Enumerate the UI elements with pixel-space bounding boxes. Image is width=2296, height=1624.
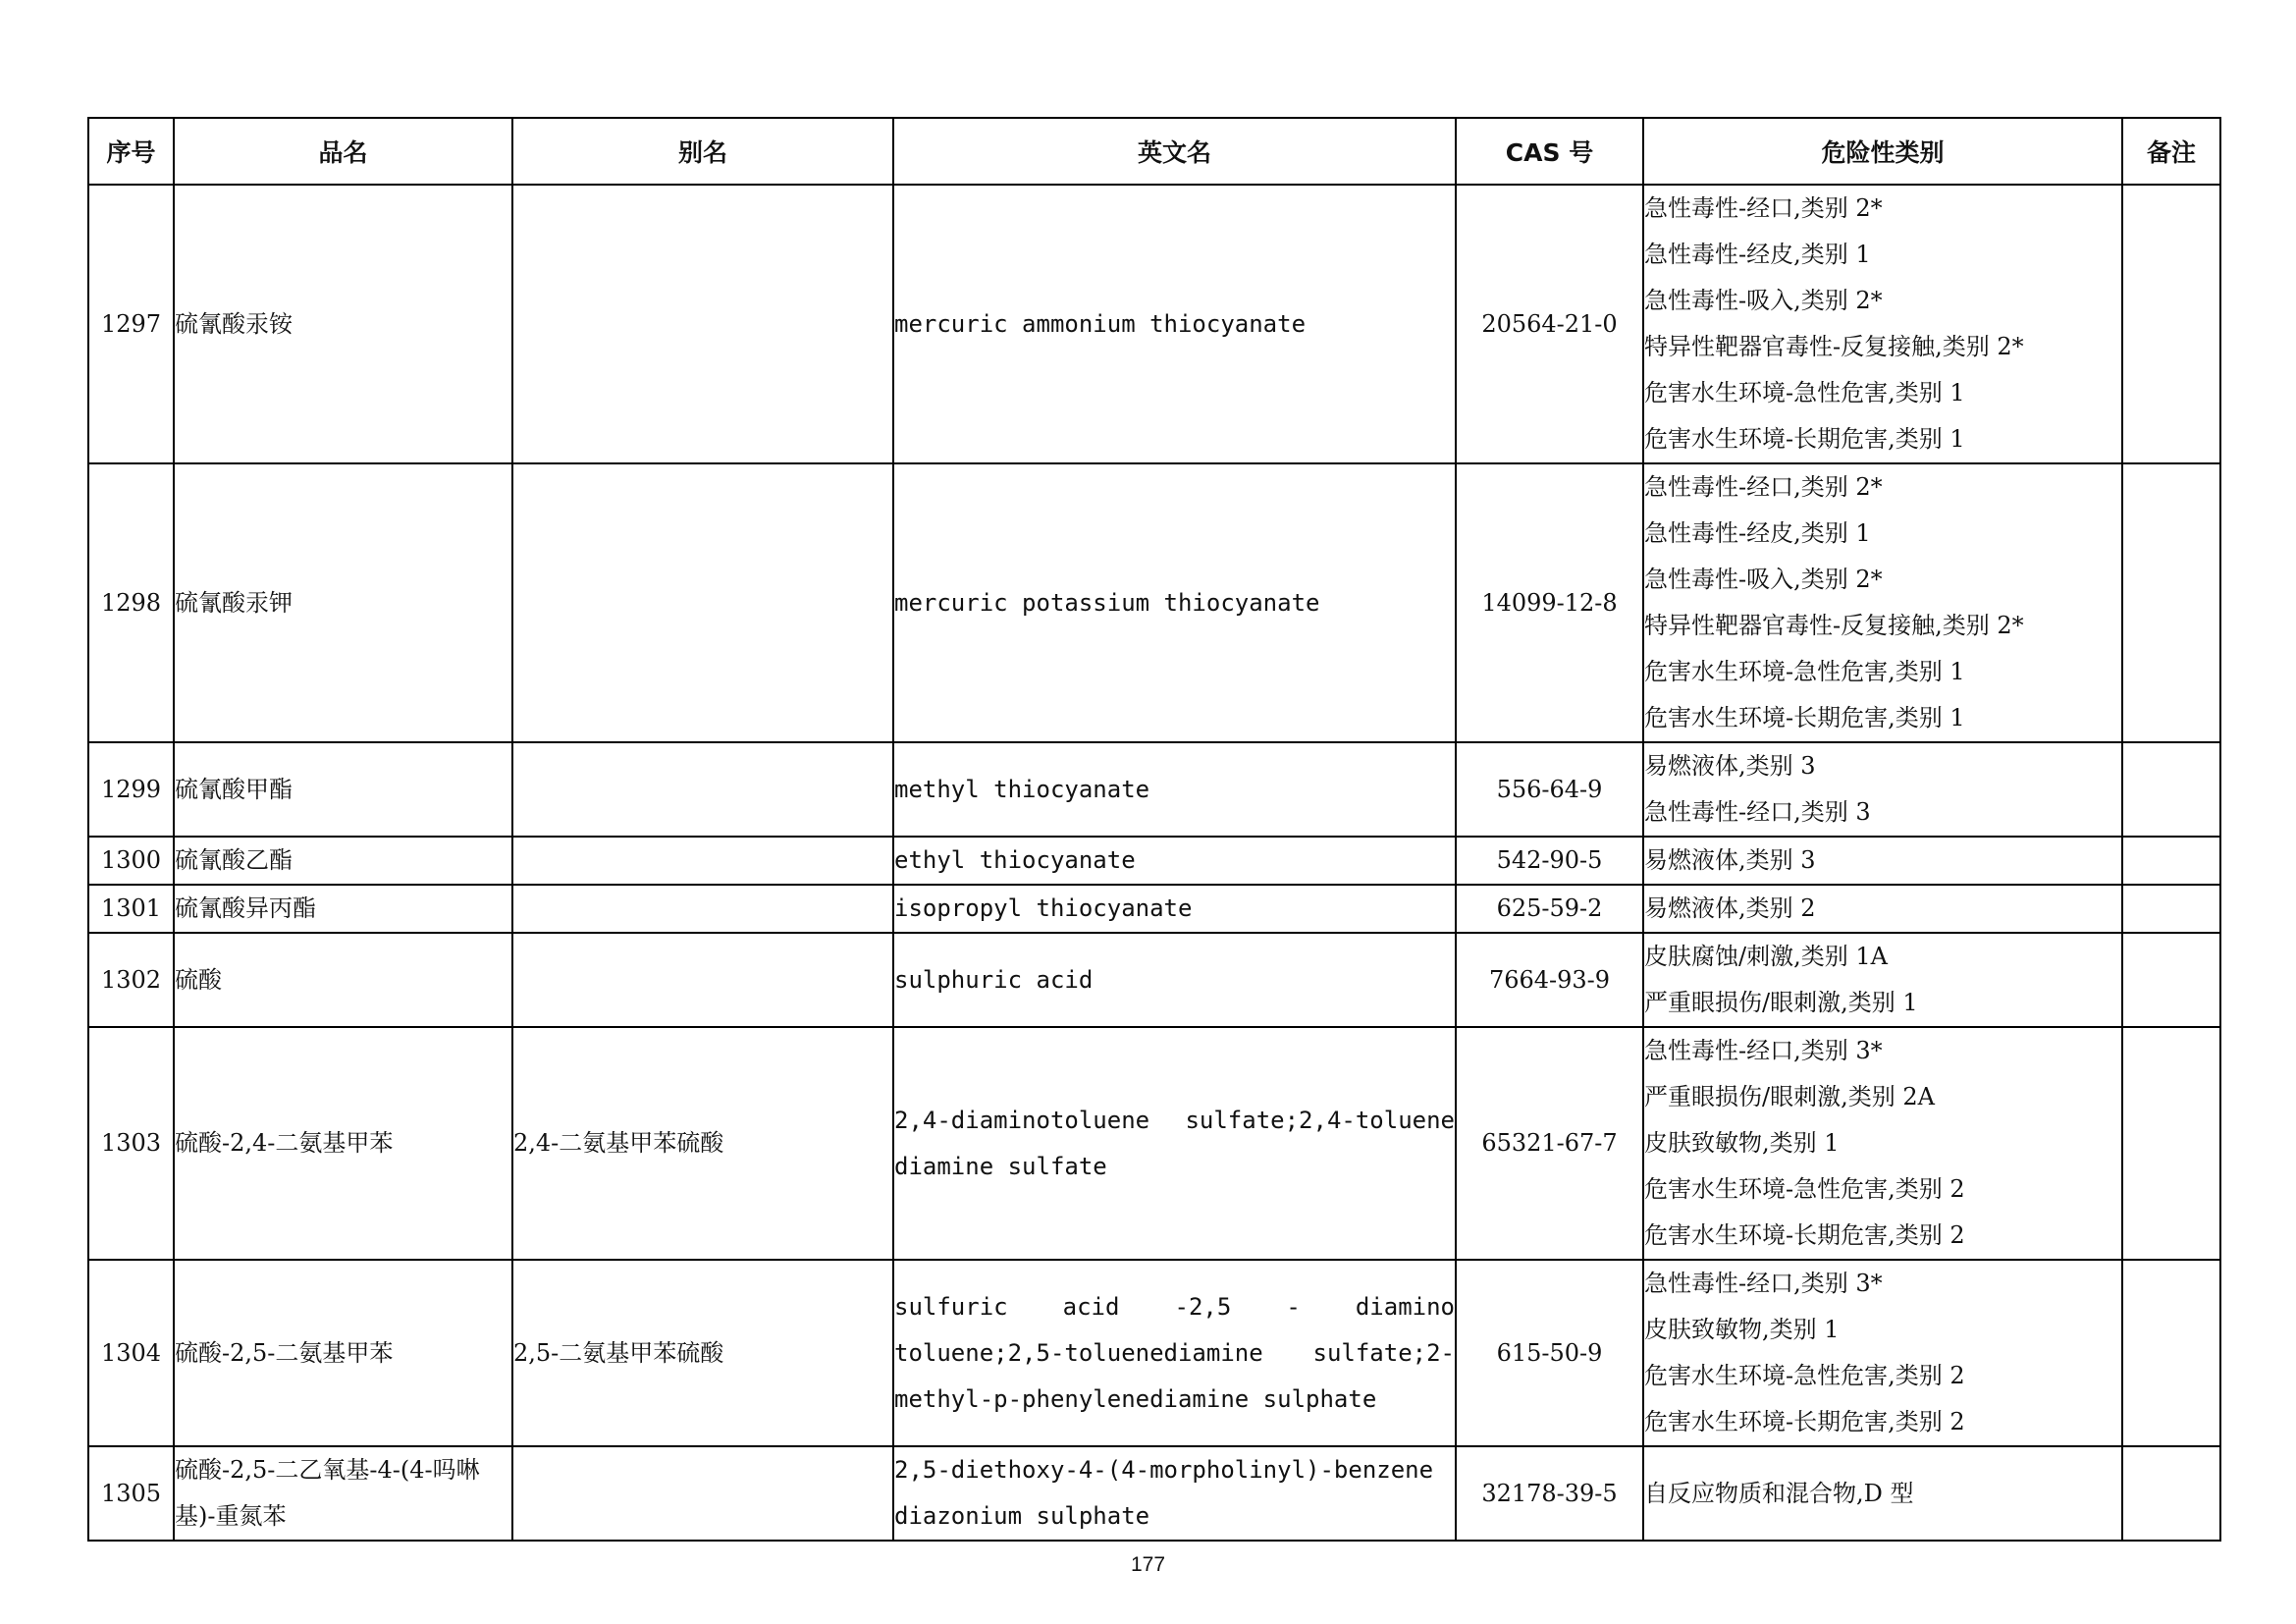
cell-name: 硫氰酸甲酯	[174, 742, 512, 837]
cell-alias	[512, 885, 893, 933]
cell-cas: 625-59-2	[1456, 885, 1643, 933]
cell-hazard	[1643, 742, 2122, 837]
cell-no: 1304	[88, 1260, 174, 1446]
cell-cas: 615-50-9	[1456, 1260, 1643, 1446]
hazard-line: 危害水生环境-急性危害,类别 2	[1644, 1362, 1965, 1389]
hazard-line: 急性毒性-经口,类别 3*	[1644, 1037, 1883, 1064]
hazard-line: 特异性靶器官毒性-反复接触,类别 2*	[1644, 333, 2024, 360]
table-row	[88, 742, 2220, 837]
cell-alias	[512, 742, 893, 837]
cell-name: 硫酸	[174, 933, 512, 1027]
cell-no: 1300	[88, 837, 174, 885]
cell-no: 1297	[88, 185, 174, 463]
cell-name: 硫酸-2,5-二氨基甲苯	[174, 1260, 512, 1446]
cell-note	[2122, 837, 2220, 885]
header-no: 序号	[88, 118, 174, 185]
cell-no: 1301	[88, 885, 174, 933]
hazard-line: 急性毒性-经皮,类别 1	[1644, 241, 1871, 268]
table-row	[88, 837, 2220, 885]
table-header-row	[88, 118, 2220, 185]
cell-name: 硫酸-2,4-二氨基甲苯	[174, 1027, 512, 1260]
hazard-line: 皮肤致敏物,类别 1	[1644, 1129, 1840, 1157]
cell-note	[2122, 185, 2220, 463]
cell-alias	[512, 1446, 893, 1541]
header-cas: CAS 号	[1456, 118, 1643, 185]
cell-note	[2122, 463, 2220, 742]
hazard-line: 危害水生环境-长期危害,类别 2	[1644, 1408, 1965, 1435]
cell-alias: 2,4-二氨基甲苯硫酸	[512, 1027, 893, 1260]
cell-english-name: 2,5-diethoxy-4-(4-morpholinyl)-benzene diazonium sulphate	[893, 1446, 1456, 1541]
cell-name: 硫氰酸汞铵	[174, 185, 512, 463]
cell-english-name: 2,4-diaminotoluene sulfate;2,4-toluene diamine sulfate	[893, 1027, 1456, 1260]
table-row	[88, 1446, 2220, 1541]
hazard-line: 严重眼损伤/眼刺激,类别 2A	[1644, 1083, 1935, 1110]
cell-name: 硫氰酸汞钾	[174, 463, 512, 742]
table-row	[88, 1260, 2220, 1446]
hazard-line: 危害水生环境-长期危害,类别 1	[1644, 425, 1965, 453]
cell-no: 1302	[88, 933, 174, 1027]
hazard-line: 危害水生环境-急性危害,类别 2	[1644, 1175, 1965, 1203]
cell-hazard	[1643, 463, 2122, 742]
cell-note	[2122, 933, 2220, 1027]
cell-alias	[512, 837, 893, 885]
cell-note	[2122, 1446, 2220, 1541]
cell-cas: 7664-93-9	[1456, 933, 1643, 1027]
hazard-line: 急性毒性-经口,类别 2*	[1644, 194, 1883, 222]
table-row	[88, 185, 2220, 463]
cell-name: 硫氰酸异丙酯	[174, 885, 512, 933]
cell-no: 1305	[88, 1446, 174, 1541]
cell-no: 1299	[88, 742, 174, 837]
table-row	[88, 933, 2220, 1027]
cell-alias: 2,5-二氨基甲苯硫酸	[512, 1260, 893, 1446]
cell-no: 1303	[88, 1027, 174, 1260]
hazard-line: 急性毒性-吸入,类别 2*	[1644, 566, 1883, 593]
cell-hazard	[1643, 1260, 2122, 1446]
cell-hazard	[1643, 933, 2122, 1027]
cell-no: 1298	[88, 463, 174, 742]
hazard-line: 易燃液体,类别 3	[1644, 846, 1816, 874]
hazard-line: 特异性靶器官毒性-反复接触,类别 2*	[1644, 612, 2024, 639]
cell-alias	[512, 185, 893, 463]
cell-cas: 65321-67-7	[1456, 1027, 1643, 1260]
hazard-line: 急性毒性-经口,类别 3*	[1644, 1270, 1883, 1297]
hazard-line: 危害水生环境-长期危害,类别 1	[1644, 704, 1965, 731]
hazard-line: 急性毒性-吸入,类别 2*	[1644, 287, 1883, 314]
hazard-line: 易燃液体,类别 3	[1644, 752, 1816, 780]
cell-alias	[512, 463, 893, 742]
page-number: 177	[1130, 1553, 1166, 1576]
table-row	[88, 885, 2220, 933]
header-hazard: 危险性类别	[1643, 118, 2122, 185]
cell-alias	[512, 933, 893, 1027]
cell-english-name: ethyl thiocyanate	[893, 837, 1456, 885]
cell-note	[2122, 885, 2220, 933]
cell-name: 硫酸-2,5-二乙氧基-4-(4-吗啉基)-重氮苯	[174, 1446, 512, 1541]
chemical-table	[87, 117, 2221, 1542]
hazard-line: 自反应物质和混合物,D 型	[1644, 1479, 1914, 1507]
header-alias: 别名	[512, 118, 893, 185]
hazard-line: 皮肤致敏物,类别 1	[1644, 1316, 1840, 1343]
header-name: 品名	[174, 118, 512, 185]
hazard-line: 急性毒性-经皮,类别 1	[1644, 519, 1871, 547]
hazard-line: 严重眼损伤/眼刺激,类别 1	[1644, 989, 1918, 1016]
header-note: 备注	[2122, 118, 2220, 185]
hazard-line: 危害水生环境-急性危害,类别 1	[1644, 379, 1965, 406]
cell-english-name: sulfuric acid -2,5 - diamino toluene;2,5-toluenediamine sulfate;2-methyl-p-phenylenediamine sulphate	[893, 1260, 1456, 1446]
cell-hazard	[1643, 1446, 2122, 1541]
cell-cas: 542-90-5	[1456, 837, 1643, 885]
table-row	[88, 1027, 2220, 1260]
cell-name: 硫氰酸乙酯	[174, 837, 512, 885]
cell-cas: 20564-21-0	[1456, 185, 1643, 463]
cell-hazard	[1643, 1027, 2122, 1260]
cell-note	[2122, 1260, 2220, 1446]
cell-note	[2122, 1027, 2220, 1260]
hazard-line: 急性毒性-经口,类别 2*	[1644, 473, 1883, 501]
cell-english-name: mercuric ammonium thiocyanate	[893, 185, 1456, 463]
hazard-line: 危害水生环境-急性危害,类别 1	[1644, 658, 1965, 685]
cell-hazard	[1643, 185, 2122, 463]
cell-cas: 32178-39-5	[1456, 1446, 1643, 1541]
cell-english-name: sulphuric acid	[893, 933, 1456, 1027]
cell-hazard	[1643, 885, 2122, 933]
cell-cas: 14099-12-8	[1456, 463, 1643, 742]
hazard-line: 危害水生环境-长期危害,类别 2	[1644, 1221, 1965, 1249]
hazard-line: 急性毒性-经口,类别 3	[1644, 798, 1871, 826]
cell-english-name: isopropyl thiocyanate	[893, 885, 1456, 933]
cell-note	[2122, 742, 2220, 837]
cell-english-name: methyl thiocyanate	[893, 742, 1456, 837]
table-row	[88, 463, 2220, 742]
hazard-line: 皮肤腐蚀/刺激,类别 1A	[1644, 943, 1888, 970]
cell-cas: 556-64-9	[1456, 742, 1643, 837]
hazard-line: 易燃液体,类别 2	[1644, 894, 1816, 922]
cell-english-name: mercuric potassium thiocyanate	[893, 463, 1456, 742]
header-english: 英文名	[893, 118, 1456, 185]
cell-hazard	[1643, 837, 2122, 885]
